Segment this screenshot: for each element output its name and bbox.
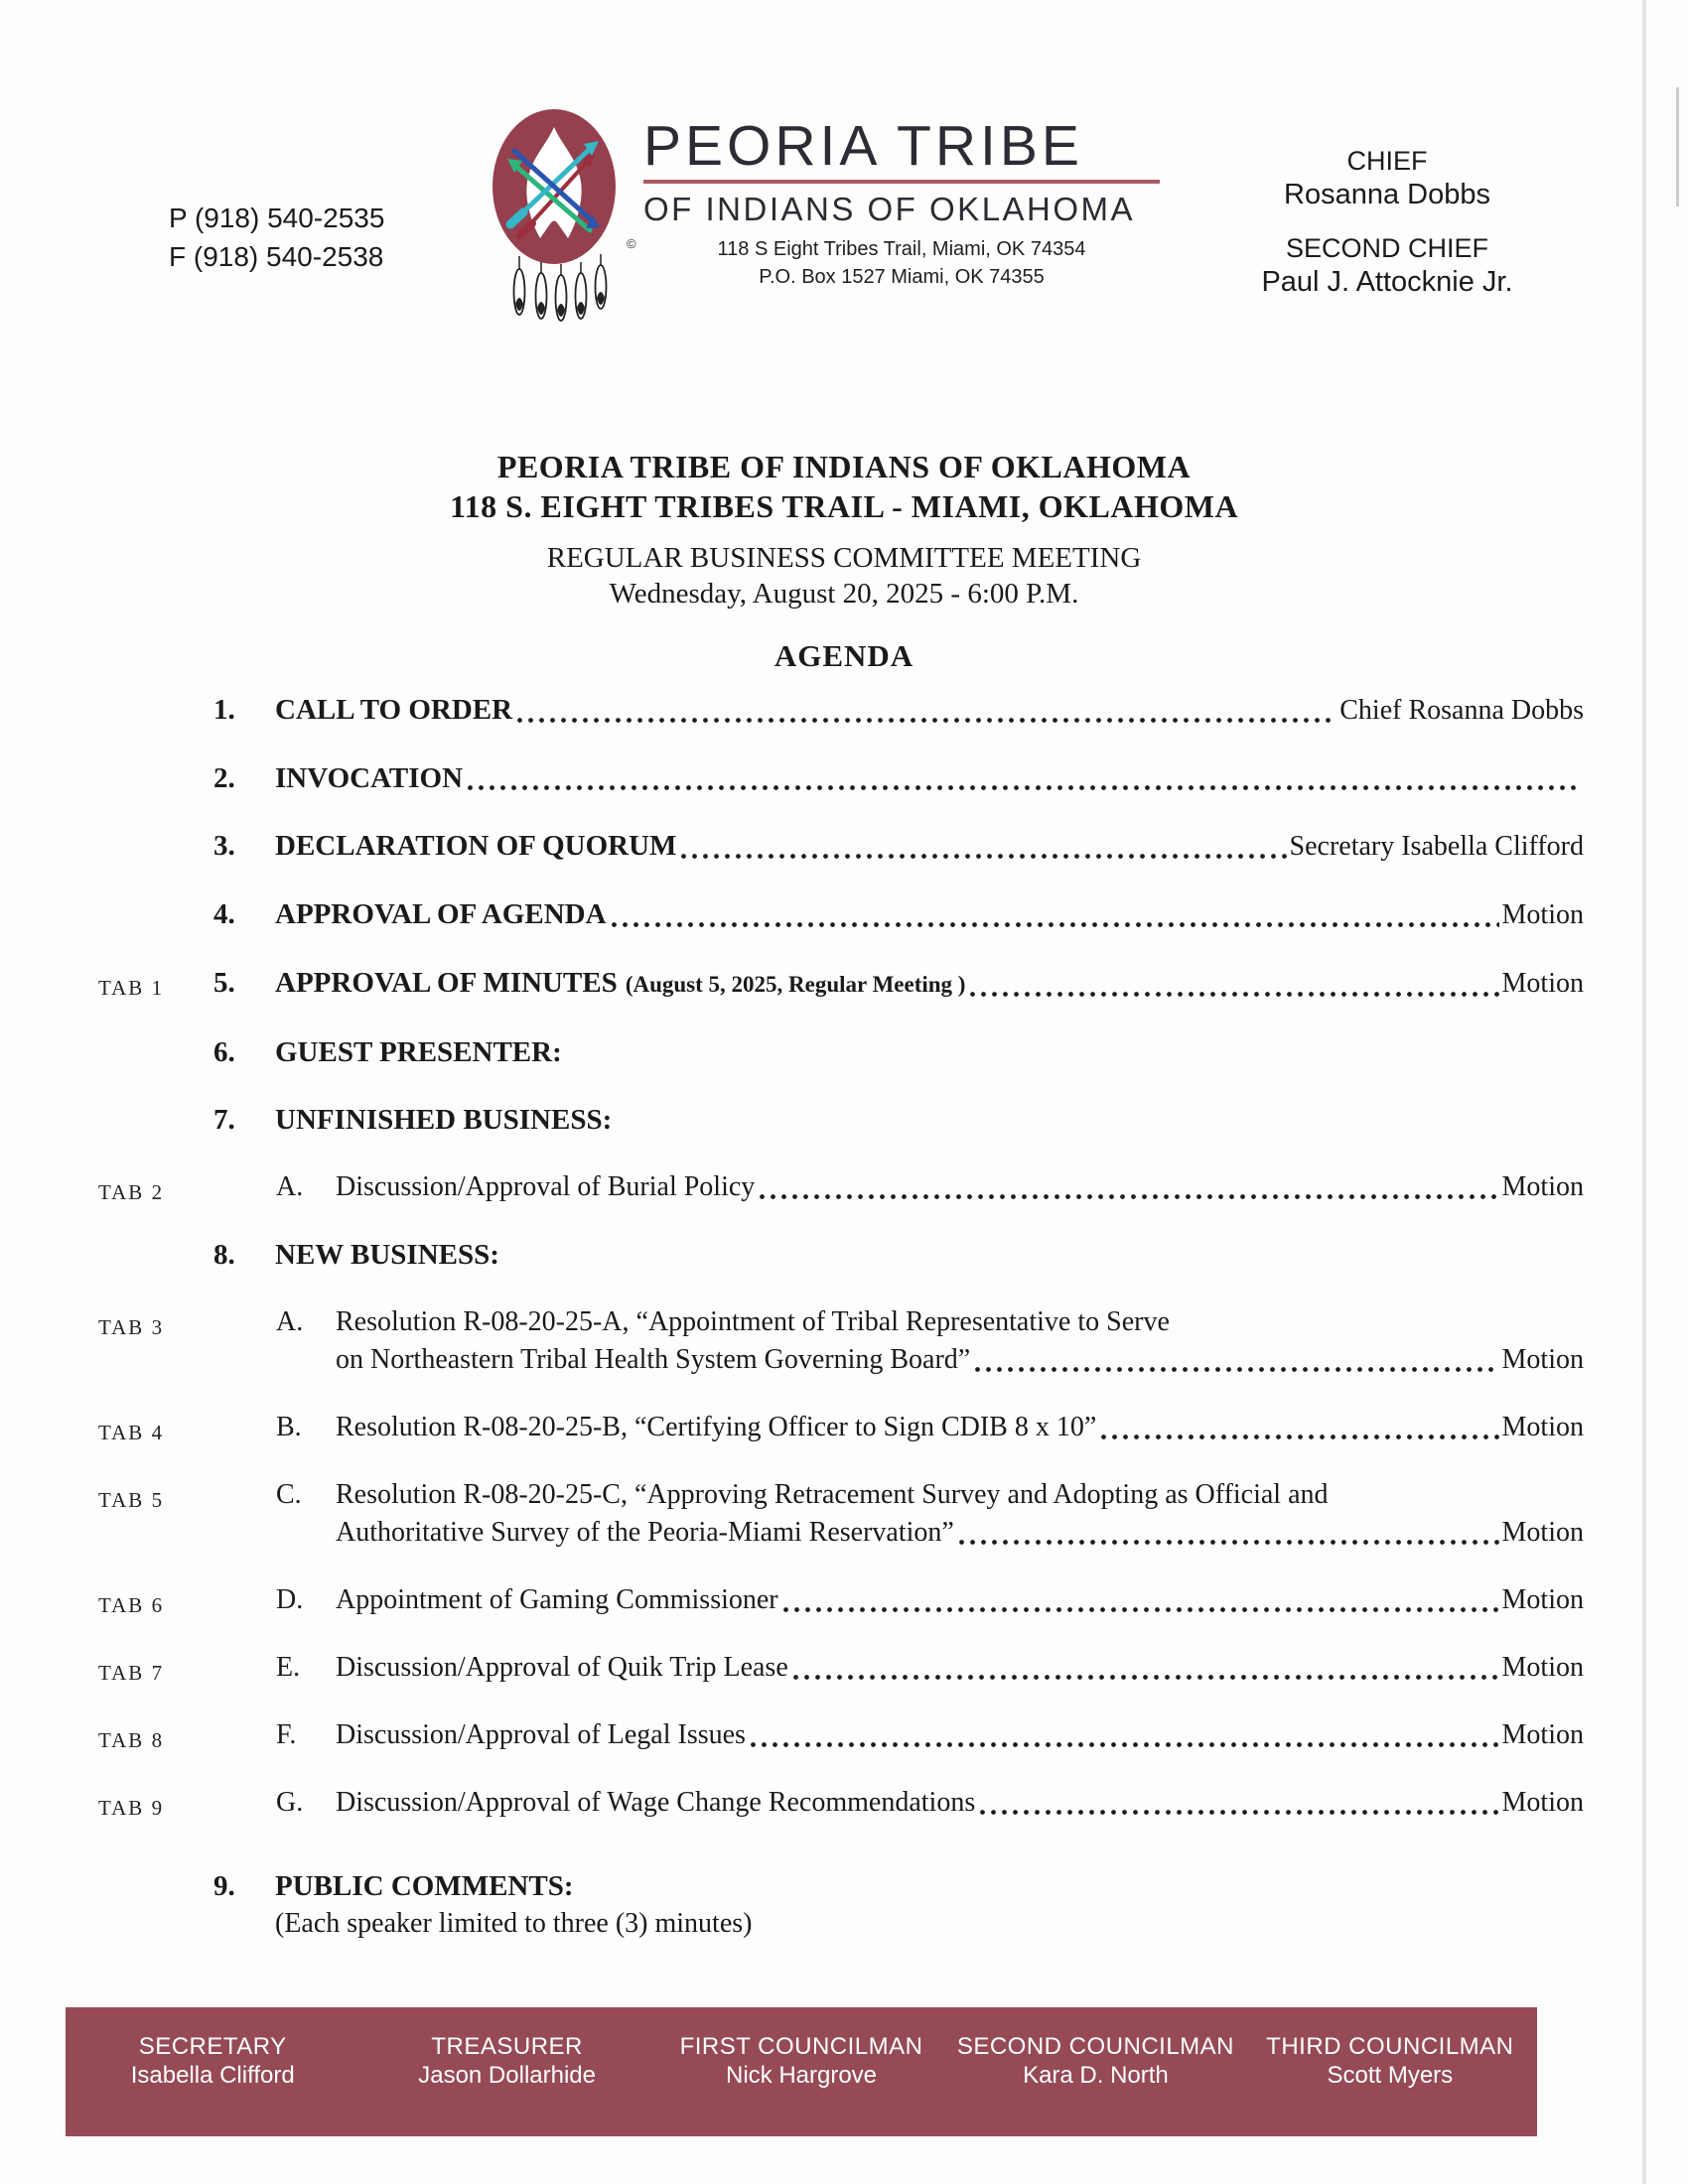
item-number: 5.	[213, 967, 235, 999]
agenda-item-line	[213, 1101, 1584, 1139]
item-number: 6.	[213, 1036, 235, 1068]
dotted-leader	[975, 1366, 1498, 1373]
agenda-heading: AGENDA	[774, 638, 914, 673]
item-text: PUBLIC COMMENTS:	[275, 1870, 574, 1902]
item-right-text: Secretary Isabella Clifford	[1289, 831, 1584, 862]
item-text: Resolution R-08-20-25-A, “Appointment of Tribal Representative to Serve	[336, 1306, 1170, 1337]
agenda-item-line	[276, 1168, 1584, 1206]
agenda-item-line	[213, 691, 1584, 730]
item-text: Resolution R-08-20-25-C, “Approving Retracement Survey and Adopting as Official and	[336, 1479, 1329, 1510]
item-right-text: Motion	[1501, 1517, 1584, 1548]
item-text: Discussion/Approval of Legal Issues	[336, 1719, 746, 1750]
item-right-text: Motion	[1501, 1652, 1584, 1683]
agenda-item-line	[276, 1476, 1584, 1514]
item-text: Discussion/Approval of Quik Trip Lease	[336, 1652, 788, 1683]
contact-phone-block	[169, 199, 384, 276]
item-text: on Northeastern Tribal Health System Governing Board”	[336, 1344, 971, 1375]
item-number: E.	[276, 1652, 301, 1683]
agenda-item	[98, 1476, 1584, 1552]
wordmark-line1: PEORIA TRIBE	[643, 114, 1083, 178]
tribal-seal-logo-icon	[491, 105, 622, 326]
scan-artifact-dash	[1676, 87, 1679, 206]
dotted-leader	[468, 784, 1581, 791]
item-note: (Each speaker limited to three (3) minutes)	[275, 1908, 753, 1939]
agenda-item-line	[276, 1303, 1584, 1341]
dotted-leader	[959, 1539, 1499, 1546]
agenda-item-line	[213, 1033, 1584, 1071]
item-text: Appointment of Gaming Commissioner	[336, 1584, 778, 1615]
dotted-leader	[517, 717, 1336, 724]
footer-officials-bar	[66, 2007, 1537, 2136]
dotted-leader	[681, 853, 1286, 860]
footer-title: SECOND COUNCILMAN	[956, 2033, 1235, 2060]
chief-title: CHIEF	[1346, 146, 1428, 176]
item-text: GUEST PRESENTER:	[275, 1036, 562, 1068]
second-chief-name: Paul J. Attocknie Jr.	[1261, 266, 1513, 298]
agenda-item-line	[276, 1581, 1584, 1619]
item-text: INVOCATION	[275, 762, 464, 794]
agenda-item	[213, 691, 1584, 730]
dotted-leader	[1101, 1433, 1498, 1440]
agenda-item	[213, 1101, 1584, 1139]
footer-col-first-councilman	[654, 2032, 948, 2090]
item-text: Discussion/Approval of Wage Change Recommendations	[336, 1787, 976, 1818]
item-number: 7.	[213, 1104, 235, 1136]
agenda-item	[213, 827, 1584, 866]
agenda-item	[213, 759, 1584, 797]
agenda-item-line	[213, 1867, 1584, 1905]
agenda-item	[213, 1236, 1584, 1274]
item-text: NEW BUSINESS:	[275, 1239, 499, 1271]
footer-name: Isabella Clifford	[130, 2062, 295, 2089]
agenda-item	[98, 1168, 1584, 1206]
agenda-item	[98, 964, 1584, 1004]
item-number: 2.	[213, 762, 235, 794]
tab-label: TAB 9	[98, 1796, 165, 1820]
tribe-wordmark	[643, 115, 1185, 291]
footer-col-secretary	[66, 2032, 359, 2090]
agenda-item	[213, 1033, 1584, 1071]
meeting-type: REGULAR BUSINESS COMMITTEE MEETING	[546, 542, 1142, 574]
scan-artifact-line	[1642, 0, 1646, 2184]
footer-title: THIRD COUNCILMAN	[1266, 2033, 1514, 2060]
item-text: CALL TO ORDER	[275, 694, 513, 726]
doc-title-line2: 118 S. EIGHT TRIBES TRAIL - MIAMI, OKLAHOMA	[449, 488, 1239, 524]
dotted-leader	[980, 1809, 1498, 1816]
item-right-text: Motion	[1501, 1344, 1584, 1375]
footer-title: SECRETARY	[138, 2033, 287, 2060]
item-number: 3.	[213, 830, 235, 862]
item-text: UNFINISHED BUSINESS:	[275, 1104, 613, 1136]
item-number: 4.	[213, 898, 235, 930]
agenda-item-line	[276, 1784, 1584, 1822]
footer-name: Nick Hargrove	[725, 2062, 878, 2089]
tab-label: TAB 1	[98, 976, 165, 1000]
item-number: B.	[276, 1412, 302, 1442]
agenda-item-line	[276, 1649, 1584, 1687]
agenda-item	[213, 1867, 1584, 1943]
fax-number: F (918) 540-2538	[169, 241, 384, 272]
agenda-item	[213, 895, 1584, 934]
header-officials	[1213, 145, 1561, 320]
agenda-item	[98, 1303, 1584, 1379]
agenda-item-line	[213, 964, 1584, 1004]
tab-label: TAB 2	[98, 1180, 165, 1204]
item-number: 1.	[213, 694, 235, 726]
tab-label: TAB 6	[98, 1593, 165, 1617]
wordmark-underline	[643, 180, 1160, 184]
item-number: G.	[276, 1787, 304, 1818]
footer-title: FIRST COUNCILMAN	[679, 2033, 923, 2060]
dotted-leader	[783, 1606, 1499, 1613]
footer-title: TREASURER	[431, 2033, 583, 2060]
chief-name: Rosanna Dobbs	[1284, 179, 1490, 210]
doc-title-line1: PEORIA TRIBE OF INDIANS OF OKLAHOMA	[496, 449, 1192, 484]
item-number: F.	[276, 1719, 297, 1750]
agenda-item	[98, 1409, 1584, 1446]
agenda-item	[98, 1784, 1584, 1822]
document-heading	[0, 447, 1688, 674]
tab-label: TAB 7	[98, 1661, 165, 1685]
item-number: C.	[276, 1479, 302, 1510]
dotted-leader	[970, 991, 1498, 998]
item-number: A.	[276, 1306, 304, 1337]
tab-label: TAB 8	[98, 1728, 165, 1752]
item-right-text: Motion	[1501, 899, 1584, 930]
item-number: 8.	[213, 1239, 235, 1271]
dotted-leader	[612, 921, 1499, 928]
footer-name: Jason Dollarhide	[418, 2062, 596, 2089]
item-right-text: Motion	[1501, 1171, 1584, 1202]
agenda-item	[98, 1716, 1584, 1754]
tab-label: TAB 5	[98, 1488, 165, 1512]
agenda-item	[98, 1581, 1584, 1619]
agenda-item-line	[213, 759, 1584, 797]
footer-col-second-councilman	[948, 2032, 1242, 2090]
chief-block	[1213, 145, 1561, 212]
footer-col-treasurer	[359, 2032, 653, 2090]
meeting-datetime: Wednesday, August 20, 2025 - 6:00 P.M.	[609, 578, 1079, 610]
item-right-text: Chief Rosanna Dobbs	[1339, 695, 1584, 726]
item-number: 9.	[213, 1870, 235, 1902]
item-right-text: Motion	[1501, 1719, 1584, 1750]
footer-col-third-councilman	[1243, 2032, 1537, 2090]
item-right-text: Motion	[1501, 1787, 1584, 1818]
item-right-text: Motion	[1501, 1584, 1584, 1615]
agenda-item-line	[276, 1514, 1584, 1552]
dotted-leader	[760, 1193, 1498, 1200]
agenda-item-line	[276, 1409, 1584, 1446]
trademark-symbol: ©	[627, 236, 636, 251]
letterhead-address	[643, 235, 1160, 291]
dotted-leader	[793, 1674, 1499, 1681]
agenda-item-line	[276, 1716, 1584, 1754]
street-address: 118 S Eight Tribes Trail, Miami, OK 74354	[717, 238, 1086, 260]
item-text: Resolution R-08-20-25-B, “Certifying Officer to Sign CDIB 8 x 10”	[336, 1412, 1097, 1442]
phone-number: P (918) 540-2535	[169, 203, 385, 233]
item-text: APPROVAL OF AGENDA	[275, 898, 607, 930]
tab-label: TAB 3	[98, 1315, 165, 1339]
dotted-leader	[751, 1741, 1499, 1748]
item-text: DECLARATION OF QUORUM	[275, 830, 677, 862]
item-right-text: Motion	[1501, 968, 1584, 999]
item-text: Discussion/Approval of Burial Policy	[336, 1171, 756, 1202]
item-number: A.	[276, 1171, 304, 1202]
agenda-list	[98, 691, 1584, 1973]
item-suffix: (August 5, 2025, Regular Meeting )	[625, 972, 966, 997]
second-chief-block	[1213, 232, 1561, 300]
agenda-item	[98, 1649, 1584, 1687]
second-chief-title: SECOND CHIEF	[1285, 233, 1489, 263]
wordmark-line2: OF INDIANS OF OKLAHOMA	[643, 191, 1136, 227]
item-text: Authoritative Survey of the Peoria-Miami Reservation”	[336, 1517, 954, 1548]
agenda-item-line	[213, 827, 1584, 866]
feather-icons	[514, 254, 607, 321]
footer-name: Scott Myers	[1327, 2062, 1454, 2089]
tab-label: TAB 4	[98, 1421, 165, 1444]
item-right-text: Motion	[1501, 1412, 1584, 1442]
agenda-item-line	[276, 1341, 1584, 1379]
agenda-item-line	[213, 895, 1584, 934]
agenda-item-line	[213, 1236, 1584, 1274]
footer-name: Kara D. North	[1023, 2062, 1169, 2089]
po-box-address: P.O. Box 1527 Miami, OK 74355	[759, 266, 1045, 288]
item-number: D.	[276, 1584, 304, 1615]
item-text: APPROVAL OF MINUTES	[275, 967, 618, 999]
